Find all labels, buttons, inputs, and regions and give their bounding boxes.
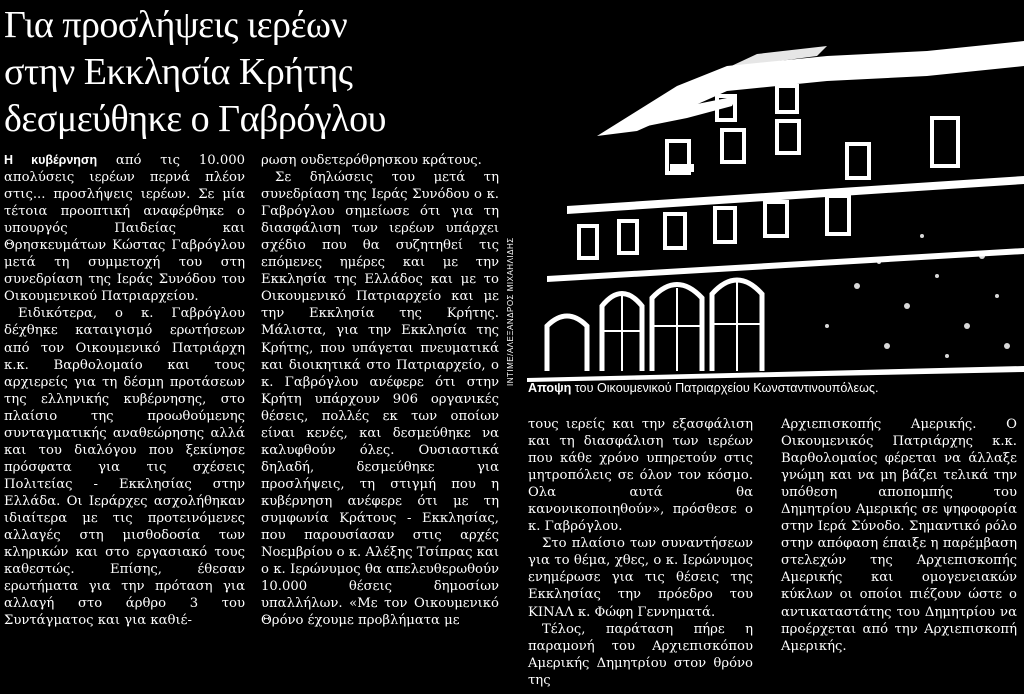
- article-paragraph: [4, 152, 245, 305]
- photo-caption: [528, 380, 1018, 396]
- headline: [4, 2, 524, 143]
- photo-credit: INTIME/ΑΛΕΞΑΝΔΡΟΣ ΜΙΧΑΗΛΙΔΗΣ: [506, 237, 515, 386]
- lead-word: Η κυβέρνηση: [4, 153, 98, 167]
- article-column-3: [528, 416, 753, 689]
- building-photo: [527, 26, 1024, 382]
- headline-line-2: στην Εκκλησία Κρήτης: [4, 51, 353, 93]
- caption-lead: Αποψη: [528, 381, 572, 395]
- article-column-1: [4, 152, 245, 629]
- article-paragraph: Στο πλαίσιο των συναντήσεων για το θέμα, χθες, ο κ. Ιερώνυμος ενημέρωσε για τις θέσεις της Εκκλησίας την πρόεδρο του ΚΙΝΑΛ κ. Φώφη Γεννηματά.: [528, 536, 753, 620]
- article-paragraph: Αρχιεπισκοπής Αμερικής. Ο Οικουμενικός Πατριάρχης κ.κ. Βαρθολομαίος φέρεται να άλλαξε γνώμη και να μη βάζει τελικά την υπόθεση αποπομπής του Δημητρίου Αμερικής σε ψηφοφορία στην Ιερά Σύνοδο. Σημαντικό ρόλο στην απόφαση έπαιξε η παρέμβαση στελεχών της Αρχιεπισκοπής Αμερικής και ομογενειακών κύκλων οι οποίοι πιέζουν ώστε ο αντικαταστάτης του Δημητρίου να προέρχεται από την Αρχιεπισκοπή Αμερικής.: [781, 417, 1017, 654]
- article-paragraph: Τέλος, παράταση πήρε η παραμονή του Αρχιεπισκόπου Αμερικής Δημητρίου στον θρόνο της: [528, 621, 753, 688]
- headline-line-1: Για προσλήψεις ιερέων: [4, 4, 348, 46]
- caption-text: του Οικουμενικού Πατριαρχείου Κωνσταντινουπόλεως.: [571, 381, 879, 395]
- article-paragraph: τους ιερείς και την εξασφάλιση και τη διασφάλιση των ιερέων που κάθε χρόνο υπηρετούν στις μητροπόλεις σε όλον τον κόσμο. Ολα αυτά θα κανονικοποιηθούν», πρόσθεσε ο κ. Γαβρόγλου.: [528, 417, 753, 535]
- article-paragraph: Σε δηλώσεις του μετά τη συνεδρίαση της Ιεράς Συνόδου ο κ. Γαβρόγλου σημείωσε ότι για τη διασφάλιση των ιερέων υπάρχει σχέδιο που θα συζητηθεί τις επόμενες ημέρες και με την Εκκλησία της Ελλάδος και με το Οικουμενικό Πατριαρχείο και με την Εκκλησία της Κρήτης. Μάλιστα, για την Εκκλησία της Κρήτης, που υπάγεται πνευματικά και διοικητικά στο Πατριαρχείο, ο κ. Γαβρόγλου ανέφερε ότι στην Κρήτη υπάρχουν 906 οργανικές θέσεις, πολλές εκ των οποίων είναι κενές, και δεσμεύθηκε να καλυφθούν όλες. Ουσιαστικά δηλαδή, δεσμεύθηκε για προσλήψεις, τη στιγμή που η κυβέρνηση ανέφερε ότι με τη συμφωνία Κράτους - Εκκλησίας, που παρουσίασαν στις αρχές Νοεμβρίου ο κ. Αλέξης Τσίπρας και ο κ. Ιερώνυμος θα απελευθερωθούν 10.000 θέσεις δημοσίων υπαλλήλων. «Με τον Οικουμενικό Θρόνο έχουμε προβλήματα με: [261, 170, 499, 629]
- article-column-2: [261, 152, 499, 629]
- article-paragraph: ρωση ουδετερόθρησκου κράτους.: [261, 153, 482, 168]
- headline-line-3: δεσμεύθηκε ο Γαβρόγλου: [4, 98, 386, 140]
- paragraph-text: από τις 10.000 απολύσεις ιερέων περνά πλέον στις... προσλήψεις ιερέων. Σε μία τέτοια προοπτική αναφέρθηκε ο υπουργός Παιδείας και Θρησκευμάτων Κώστας Γαβρόγλου μετά τη συμμετοχή του στη συνεδρίαση της Ιεράς Συνόδου του Οικουμενικού Πατριαρχείου.: [4, 153, 245, 305]
- article-column-4: [781, 416, 1017, 655]
- article-paragraph: Ειδικότερα, ο κ. Γαβρόγλου δέχθηκε καταιγισμό ερωτήσεων από τον Οικουμενικό Πατριάρχη κ.κ. Βαρθολομαίο και τους αρχιερείς για τη δέσμη προτάσεων της ελληνικής κυβέρνησης, στο πλαίσιο της προωθούμενης συνταγματικής αναθεώρησης αλλά και του διαλόγου που ξεκίνησε πρόσφατα για τις σχέσεις Πολιτείας - Εκκλησίας στην Ελλάδα. Οι Ιεράρχες ασχολήθηκαν ιδιαίτερα με τις προτεινόμενες αλλαγές στη μισθοδοσία των κληρικών και στο εργασιακό τους καθεστώς. Επίσης, έθεσαν ερωτήματα για την πρόταση για αλλαγή στο άρθρο 3 του Συντάγματος και για καθιέ-: [4, 306, 245, 629]
